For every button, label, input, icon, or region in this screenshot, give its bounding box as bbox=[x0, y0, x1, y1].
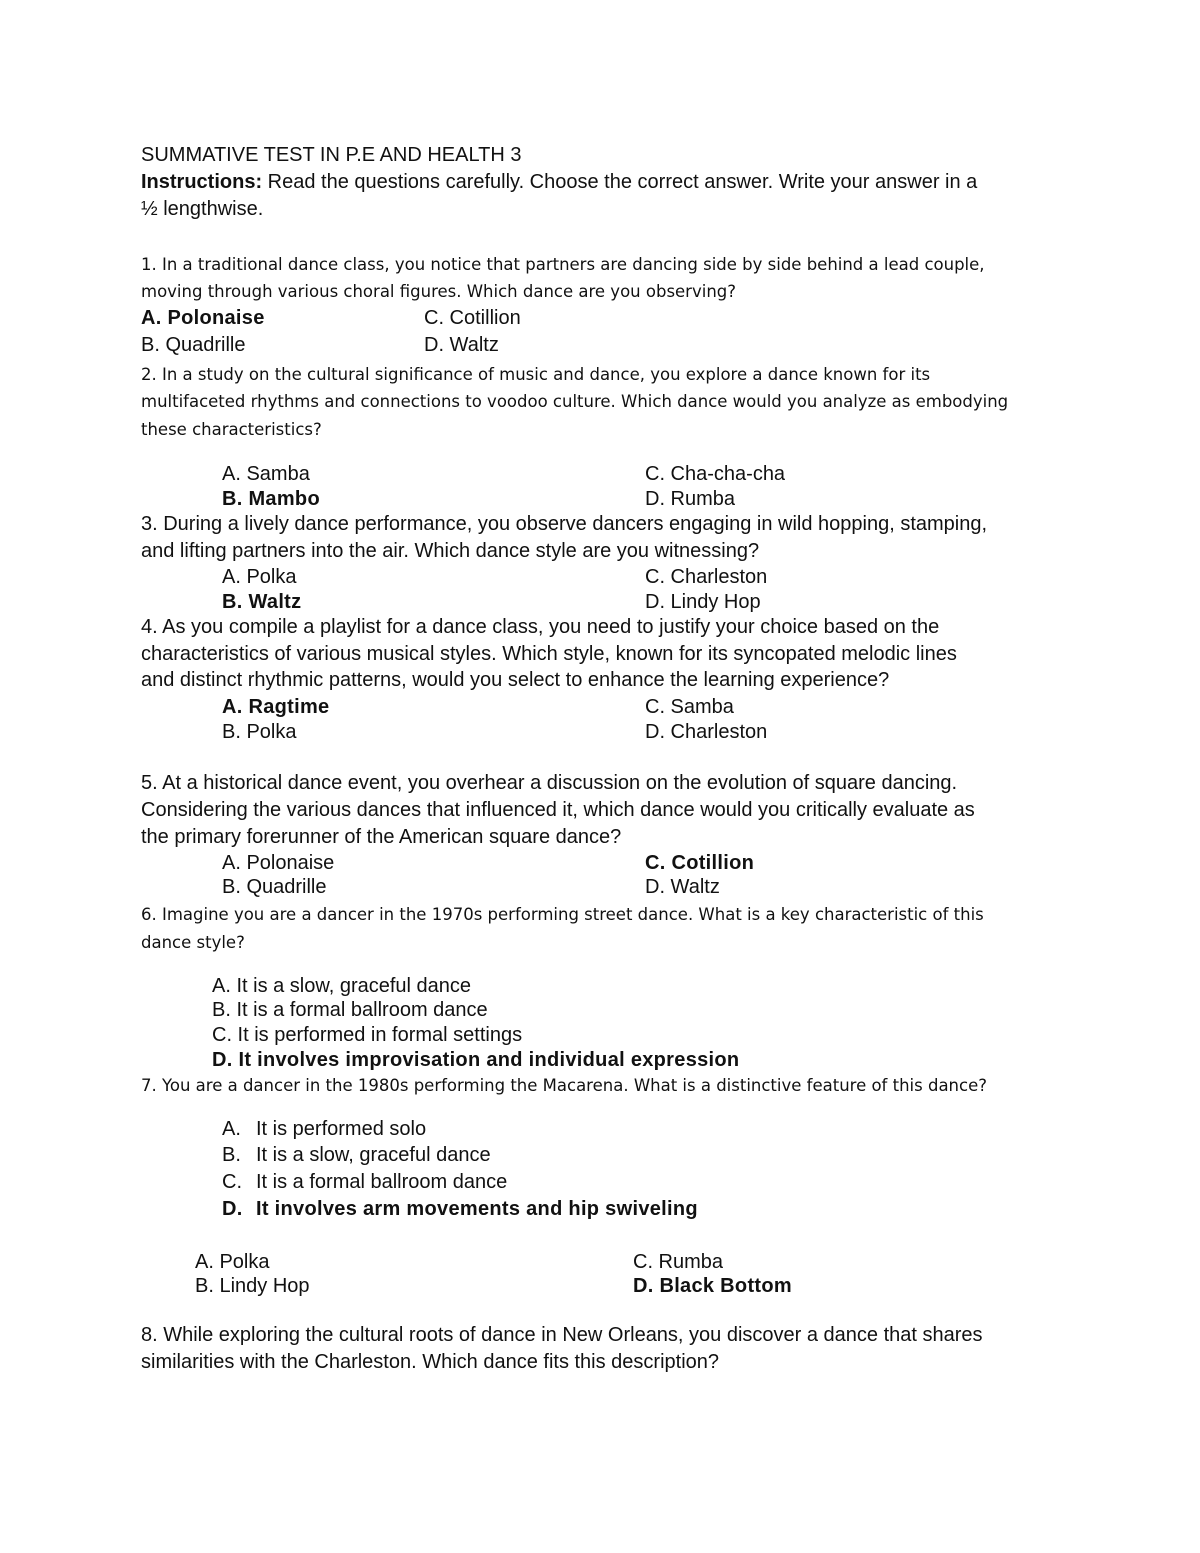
q3-option-d: D. Lindy Hop bbox=[645, 591, 761, 613]
question-4-text-continued: characteristics of various musical styles. Which style, known for its syncopated melodic lines bbox=[141, 643, 957, 665]
question-4-text: 4. As you compile a playlist for a dance class, you need to justify your choice based on the bbox=[141, 616, 940, 638]
q7-option-a-text: It is performed solo bbox=[256, 1118, 427, 1140]
q4-option-a: A. Ragtime bbox=[222, 696, 330, 718]
q7-option-a-letter: A. bbox=[222, 1118, 241, 1140]
question-6-text: 6. Imagine you are a dancer in the 1970s performing street dance. What is a key characteristic of this bbox=[141, 905, 984, 924]
q7-option-a bbox=[222, 1116, 426, 1142]
q4-option-d: D. Charleston bbox=[645, 721, 768, 743]
q5-option-b: B. Quadrille bbox=[222, 876, 327, 898]
q6-option-a: A. It is a slow, graceful dance bbox=[212, 975, 472, 997]
question-3-text: 3. During a lively dance performance, you observe dancers engaging in wild hopping, stamping, bbox=[141, 513, 988, 535]
q1-option-b: B. Quadrille bbox=[141, 334, 246, 356]
q7-option-c-text: It is a formal ballroom dance bbox=[256, 1171, 508, 1193]
question-8-text-continued: similarities with the Charleston. Which dance fits this description? bbox=[141, 1351, 720, 1373]
q6-option-d: D. It involves improvisation and individual expression bbox=[212, 1049, 740, 1071]
question-1-text-continued: moving through various choral figures. Which dance are you observing? bbox=[141, 282, 737, 301]
q1-option-a: A. Polonaise bbox=[141, 307, 265, 329]
question-8-text: 8. While exploring the cultural roots of dance in New Orleans, you discover a dance that shares bbox=[141, 1324, 983, 1346]
q7-option-c bbox=[222, 1169, 507, 1195]
question-4-text-end: and distinct rhythmic patterns, would you select to enhance the learning experience? bbox=[141, 669, 890, 691]
question-6-text-continued: dance style? bbox=[141, 933, 245, 952]
q5-option-d: D. Waltz bbox=[645, 876, 720, 898]
question-2-text-end: these characteristics? bbox=[141, 420, 322, 439]
q3-option-c: C. Charleston bbox=[645, 566, 768, 588]
question-2-text-continued: multifaceted rhythms and connections to voodoo culture. Which dance would you analyze as embodying bbox=[141, 392, 1009, 411]
instructions-continued: ½ lengthwise. bbox=[141, 198, 264, 220]
instructions bbox=[141, 169, 977, 195]
question-5-text-continued: Considering the various dances that influenced it, which dance would you critically evaluate as bbox=[141, 799, 975, 821]
q7-option-b bbox=[222, 1142, 491, 1168]
q1-option-d: D. Waltz bbox=[424, 334, 499, 356]
question-2-text: 2. In a study on the cultural significance of music and dance, you explore a dance known for its bbox=[141, 365, 931, 384]
q3-option-b: B. Waltz bbox=[222, 591, 302, 613]
q7-option-c-letter: C. bbox=[222, 1171, 242, 1193]
page-title: SUMMATIVE TEST IN P.E AND HEALTH 3 bbox=[141, 144, 522, 166]
extra-option-b: B. Lindy Hop bbox=[195, 1275, 310, 1297]
q4-option-b: B. Polka bbox=[222, 721, 297, 743]
q7-option-b-text: It is a slow, graceful dance bbox=[256, 1144, 491, 1166]
q2-option-c: C. Cha-cha-cha bbox=[645, 463, 786, 485]
q7-option-b-letter: B. bbox=[222, 1144, 241, 1166]
question-3-text-continued: and lifting partners into the air. Which dance style are you witnessing? bbox=[141, 540, 760, 562]
instructions-text: Read the questions carefully. Choose the correct answer. Write your answer in a bbox=[262, 171, 978, 193]
q2-option-d: D. Rumba bbox=[645, 488, 736, 510]
question-5-text: 5. At a historical dance event, you overhear a discussion on the evolution of square dancing. bbox=[141, 772, 958, 794]
q3-option-a: A. Polka bbox=[222, 566, 297, 588]
extra-option-a: A. Polka bbox=[195, 1251, 270, 1273]
q6-option-c: C. It is performed in formal settings bbox=[212, 1024, 523, 1046]
extra-option-c: C. Rumba bbox=[633, 1251, 724, 1273]
q7-option-d bbox=[222, 1196, 698, 1222]
question-5-text-end: the primary forerunner of the American square dance? bbox=[141, 826, 622, 848]
question-7-text: 7. You are a dancer in the 1980s performing the Macarena. What is a distinctive feature of this dance? bbox=[141, 1076, 987, 1095]
q5-option-c: C. Cotillion bbox=[645, 852, 755, 874]
q4-option-c: C. Samba bbox=[645, 696, 734, 718]
q1-option-c: C. Cotillion bbox=[424, 307, 521, 329]
question-1-text: 1. In a traditional dance class, you notice that partners are dancing side by side behind a lead couple, bbox=[141, 255, 985, 274]
q2-option-b: B. Mambo bbox=[222, 488, 320, 510]
q7-option-d-text: It involves arm movements and hip swiveling bbox=[256, 1198, 698, 1220]
instructions-label: Instructions: bbox=[141, 171, 263, 193]
q6-option-b: B. It is a formal ballroom dance bbox=[212, 999, 488, 1021]
q5-option-a: A. Polonaise bbox=[222, 852, 335, 874]
extra-option-d: D. Black Bottom bbox=[633, 1275, 792, 1297]
q7-option-d-letter: D. bbox=[222, 1198, 243, 1220]
q2-option-a: A. Samba bbox=[222, 463, 310, 485]
